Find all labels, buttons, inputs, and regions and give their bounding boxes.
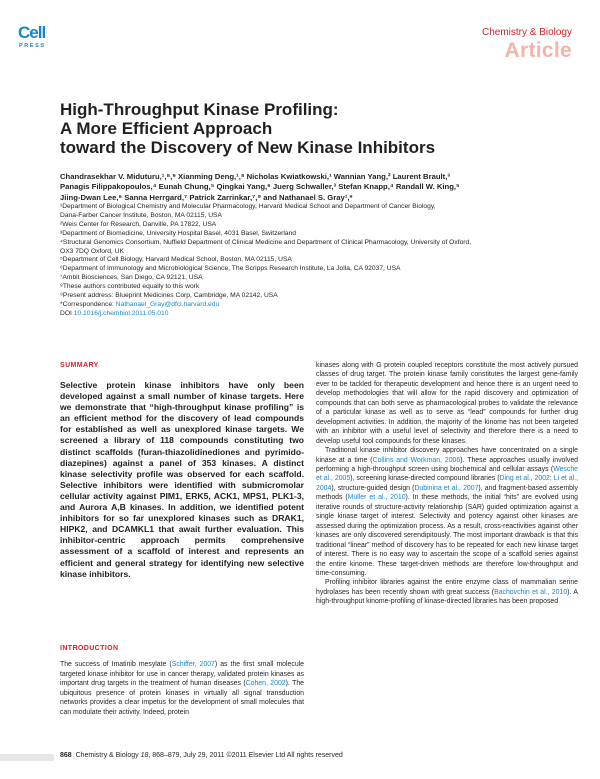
correspondence-email-link[interactable]: Nathanael_Gray@dfci.harvard.edu — [115, 300, 220, 308]
doi-line — [60, 310, 580, 319]
affiliation-line: ⁵Department of Cell Biology, Harvard Medical School, Boston, MA 02115, USA — [60, 256, 292, 264]
text-run: ). A high-throughput kinome-profiling of kinase-directed libraries has been proposed — [316, 588, 578, 606]
footer-bar — [0, 754, 54, 761]
affiliation-line: ⁹Present address: Blueprint Medicines Corp, Cambridge, MA 02142, USA — [60, 292, 278, 300]
affiliation-line: Dana-Farber Cancer Institute, Boston, MA 02115, USA — [60, 211, 222, 219]
paragraph — [316, 446, 578, 578]
citation-link[interactable]: Collins and Workman, 2006 — [372, 456, 461, 464]
cell-press-logo — [18, 24, 44, 56]
footer-citation — [60, 752, 343, 759]
journal-name: Chemistry & Biology — [481, 27, 572, 38]
author-list — [60, 172, 580, 203]
text-run: ) as the first small molecule targeted kinase inhibitor for use in cancer therapy, validated protein kinases as important drug targets in the treatment of human diseases ( — [60, 661, 305, 687]
text-run: Profiling inhibitor libraries against the entire enzyme class of mammalian serine hydrolases has been recently shown with great success ( — [316, 579, 578, 596]
article-title — [60, 100, 560, 157]
affiliation-line: ¹Department of Biological Chemistry and Molecular Pharmacology, Harvard Medical School and Department of Cancer Biology, — [60, 203, 436, 210]
doi-label: DOI — [60, 309, 74, 317]
doi-link[interactable]: 10.1016/j.chembiol.2011.05.010 — [73, 309, 169, 317]
title-line: High-Throughput Kinase Profiling: — [60, 100, 339, 119]
citation-link[interactable]: Schiffer, 2007 — [171, 661, 215, 668]
paragraph — [316, 578, 578, 606]
citation-link[interactable]: Ding et al., 2002; Li et al., 2004 — [316, 475, 578, 492]
footer-rest: , 868–879, July 29, 2011 ©2011 Elsevier Ltd All rights reserved — [148, 752, 343, 759]
citation-link[interactable]: Müller et al., 2010 — [347, 494, 406, 502]
page-number: 868 — [60, 752, 72, 759]
text-run: The success of Imatinib mesylate ( — [60, 661, 172, 668]
citation-link[interactable]: Cohen, 2002 — [245, 680, 286, 687]
introduction-text — [60, 660, 304, 717]
text-run: ), and fragment-based assembly methods ( — [316, 484, 578, 502]
text-run: ). In these methods, the initial “hits” are evolved using iterative rounds of structure-activity relationship (SAR) guided optimization against a single kinase target of interest. Selectivity and potency against other kinases are assessed during the optimization process. As a result, cross-reactivities against other kinases are only discovered serendipitously. The most important drawback is that this traditional “linear” method of discovery has to be repeated for each new kinase target of interest. There is no easy way to ascertain the scope of a scaffold series against the entire kinome. These target-driven methods are therefore low-throughput and time-consuming. — [316, 494, 578, 577]
citation-link[interactable]: Dubinina et al., 2007 — [414, 484, 479, 492]
footer-journal: Chemistry & Biology — [75, 752, 139, 759]
summary-text: Selective protein kinase inhibitors have only been developed against a small number of kinase targets. Here we demonstrate that “high-throughput kinase profiling” is an efficient method for the discovery of lead compounds for established as well as unexplored kinase targets. We screened a library of 118 compounds constituting two distinct scaffolds (furan-thiazolidinediones and pyrimido-diazepines) against a panel of 353 kinases. A distinct kinase selectivity profile was observed for each scaffold. Selective inhibitors were identified with submicromolar cellular activity against PIM1, ERK5, ACK1, MPS1, PLK1-3, and Aurora A,B kinases. In addition, we identified potent inhibitors for so far unexplored kinases such as DRAK1, HIPK2, and DCAMKL1 that await further evaluation. This inhibitor-centric approach permits comprehensive assessment of a scaffold of interest and represents an efficient and general strategy for identifying new selective kinase inhibitors. — [60, 380, 304, 579]
text-run: ), screening kinase-directed compound libraries ( — [350, 475, 500, 483]
right-column — [316, 361, 578, 607]
citation-link[interactable]: Wesche et al., 2005 — [316, 465, 578, 483]
citation-link[interactable]: Bachovchin et al., 2010 — [494, 588, 568, 596]
author-line: Jiing-Dwan Lee,⁶ Sanna Herrgard,⁷ Patrick Zarrinkar,⁷,⁹ and Nathanael S. Gray¹,* — [60, 192, 353, 202]
correspondence-label: *Correspondence: — [60, 300, 116, 308]
affiliations — [60, 203, 580, 319]
logo-press: PRESS — [19, 43, 46, 49]
text-run: ), structure-guided design ( — [331, 484, 415, 492]
title-line: A More Efficient Approach — [60, 119, 273, 138]
affiliation-line: OX3 7DQ Oxford, UK — [60, 247, 124, 255]
logo-brand: Cell — [18, 23, 46, 42]
title-line: toward the Discovery of New Kinase Inhibitors — [60, 138, 436, 157]
footer-volume: 18 — [140, 752, 149, 759]
affiliation-line: ³Department of Biomedicine, University Hospital Basel, 4031 Basel, Switzerland — [60, 229, 297, 237]
affiliation-line: ⁶Department of Immunology and Microbiological Science, The Scripps Research Institute, La Jolla, CA 92037, USA — [60, 265, 401, 273]
author-line: Panagis Filippakopoulos,⁴ Eunah Chung,⁵ Qingkai Yang,⁶ Juerg Schwaller,³ Stefan Knapp,⁴ Randall W. King,⁵ — [60, 182, 460, 192]
paragraph: kinases along with G protein coupled receptors constitute the most actively pursued classes of drug target. The protein kinase family constitutes the largest gene-family ever to be tackled for therapeutic development and hence there is an urgent need to develop methodologies that will allow for the rapid discovery and optimization of compounds that can both serve as pharmacological probes to validate the relevance of a particular kinase as well as to serve as “lead” compounds for further drug development activities. In addition, the majority of the kinome has not been targeted with an inhibitor with a useful level of selectivity and therefore there is a need to develop useful tool compounds for these kinases. — [316, 362, 578, 445]
text-run: ). The ubiquitous presence of protein kinases in virtually all signal transduction networks provides a clear impetus for the development of small molecules that can modulate their activity. Indeed, protein — [60, 680, 304, 716]
text-run: ). These approaches usually involved performing a high-throughput screen using biochemical and cellular assays ( — [316, 456, 578, 473]
text-run: Traditional kinase inhibitor discovery approaches have concentrated on a single kinase at a time ( — [316, 447, 578, 464]
introduction-heading: INTRODUCTION — [60, 645, 119, 652]
affiliation-line: ²Weis Center for Research, Danville, PA 17822, USA — [60, 220, 217, 228]
affiliation-line: ⁷Ambit Biosciences, San Diego, CA 92121, USA — [60, 274, 203, 282]
correspondence-line — [60, 301, 580, 310]
article-type-label: Article — [504, 39, 572, 62]
affiliation-line: ⁴Structural Genomics Consortium, Nuffield Department of Clinical Medicine and Department of Clinical Pharmacology, University of Oxford, — [60, 238, 472, 246]
summary-heading: SUMMARY — [60, 362, 99, 369]
author-line: Chandrasekhar V. Miduturu,¹,⁸,⁹ Xianming Deng,¹,⁸ Nicholas Kwiatkowski,¹ Wannian Yang,² Laurent Brault,³ — [60, 172, 450, 181]
affiliation-line: ⁸These authors contributed equally to this work — [60, 283, 200, 291]
